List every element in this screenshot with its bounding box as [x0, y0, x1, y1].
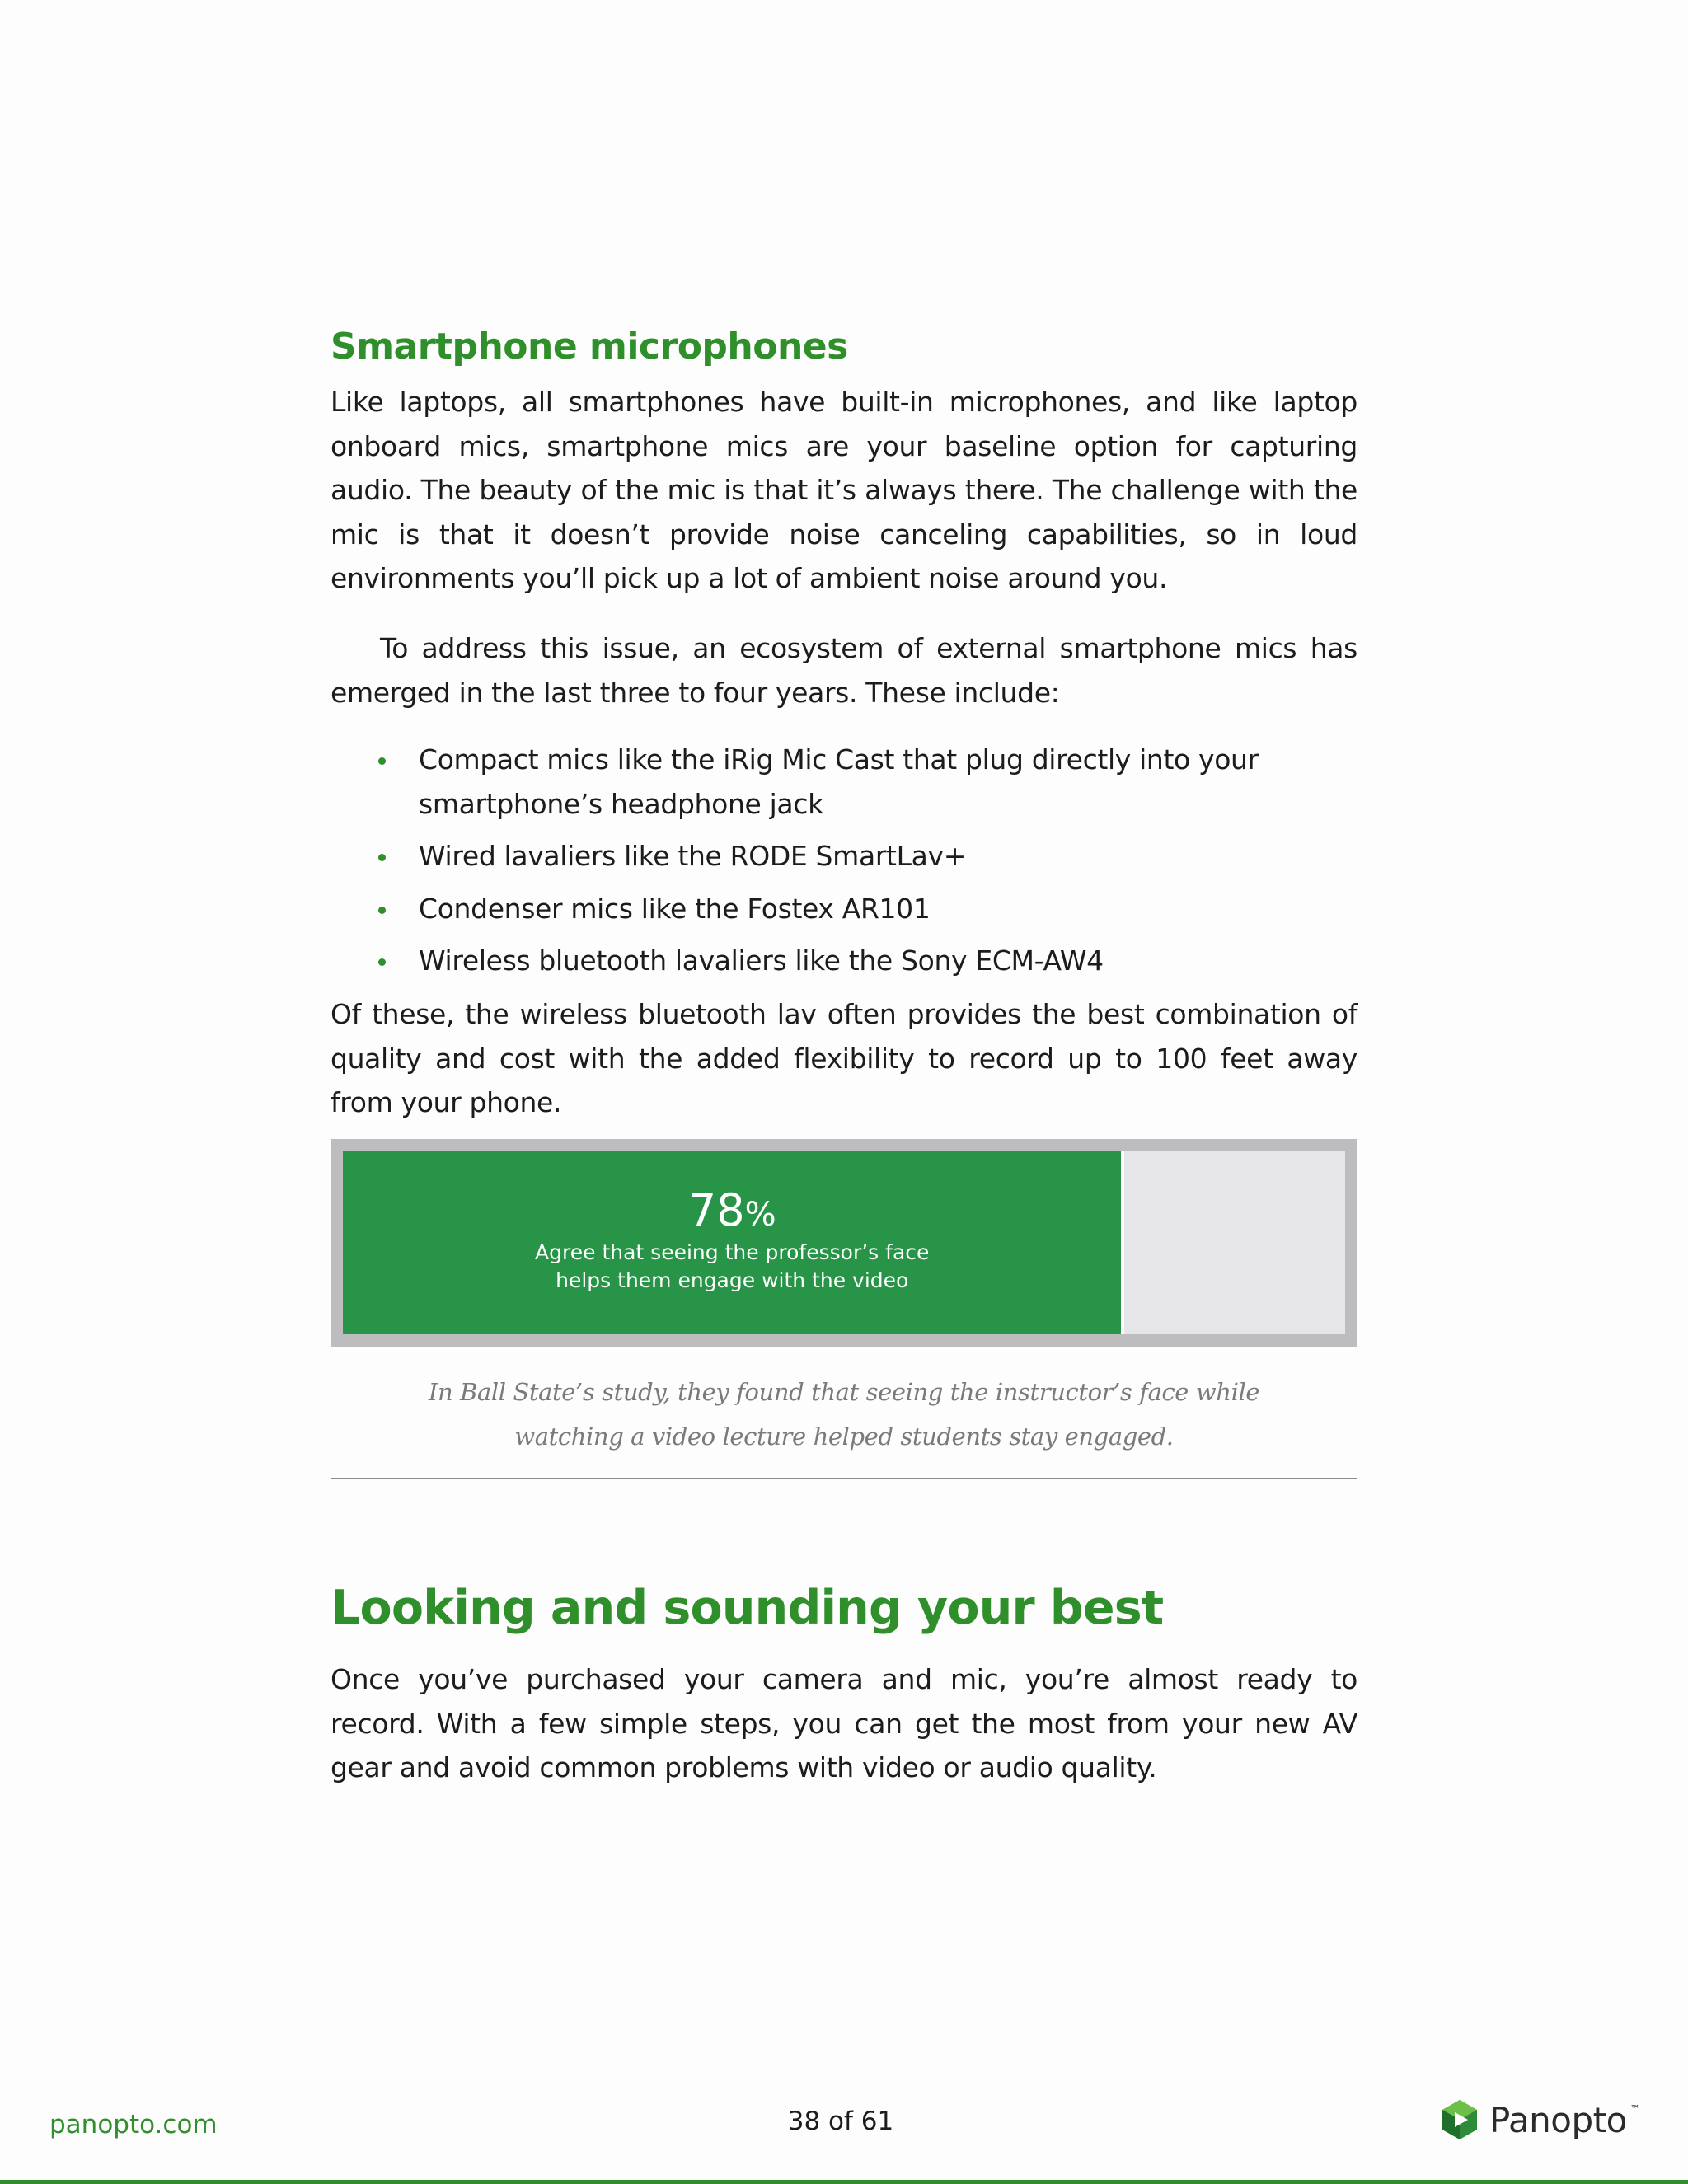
paragraph-bluetooth-lav: Of these, the wireless bluetooth lav often provides the best combination of quality and cost with the added flexibility to record up to 100 feet away from your phone. [331, 998, 1357, 1118]
list-item-text: Compact mics like the iRig Mic Cast that plug directly into your smartphone’s headphone jack [419, 743, 1259, 820]
panopto-logo [1438, 2098, 1640, 2141]
stat-bar-track [343, 1151, 1345, 1334]
panopto-logo-icon [1438, 2098, 1481, 2141]
stat-value [687, 1183, 776, 1239]
list-item [331, 738, 1357, 826]
footer-accent-bar [0, 2180, 1688, 2184]
list-item-text: Wireless bluetooth lavaliers like the Sony ECM-AW4 [419, 944, 1104, 977]
footer-website-link[interactable]: panopto.com [49, 2110, 218, 2139]
bullet-icon [378, 757, 386, 765]
paragraph-smartphone-mics: Like laptops, all smartphones have built-in microphones, and like laptop onboard mics, smartphone mics are your baseline option for capturing audio. The beauty of the mic is that it’s always there. The challenge with the mic is that it doesn’t provide noise canceling capabilities, so in loud environments you’ll pick up a lot of ambient noise around you. [331, 386, 1357, 594]
stat-percent-sign: % [744, 1195, 776, 1234]
section-heading: Looking and sounding your best [331, 1581, 1164, 1635]
section-subheading: Smartphone microphones [331, 326, 848, 368]
logo-trademark: ™ [1629, 2103, 1640, 2115]
list-item-text: Condenser mics like the Fostex AR101 [419, 892, 931, 925]
figure-caption: In Ball State’s study, they found that seeing the instructor’s face while watching a video lecture helped students stay engaged. [428, 1378, 1260, 1451]
logo-wordmark: Panopto [1489, 2099, 1627, 2140]
list-item-text: Wired lavaliers like the RODE SmartLav+ [419, 840, 967, 872]
list-item [331, 834, 1357, 879]
mic-options-list [331, 738, 1357, 991]
list-item [331, 939, 1357, 983]
stat-number: 78 [687, 1183, 745, 1236]
bullet-icon [378, 907, 386, 914]
section-divider [331, 1478, 1357, 1479]
bullet-icon [378, 854, 386, 861]
page-number: 38 of 61 [787, 2107, 894, 2136]
stat-bar-fill [343, 1151, 1124, 1334]
bullet-icon [378, 958, 386, 966]
paragraph-external-mics: To address this issue, an ecosystem of external smartphone mics has emerged in the last three to four years. These include: [331, 632, 1357, 709]
paragraph-looking-sounding: Once you’ve purchased your camera and mic, you’re almost ready to record. With a few simple steps, you can get the most from your new AV gear and avoid common problems with video or audio quality. [331, 1663, 1357, 1783]
stat-bar [331, 1139, 1357, 1347]
stat-label: Agree that seeing the professor’s face helps them engage with the video [535, 1240, 930, 1292]
list-item [331, 887, 1357, 931]
